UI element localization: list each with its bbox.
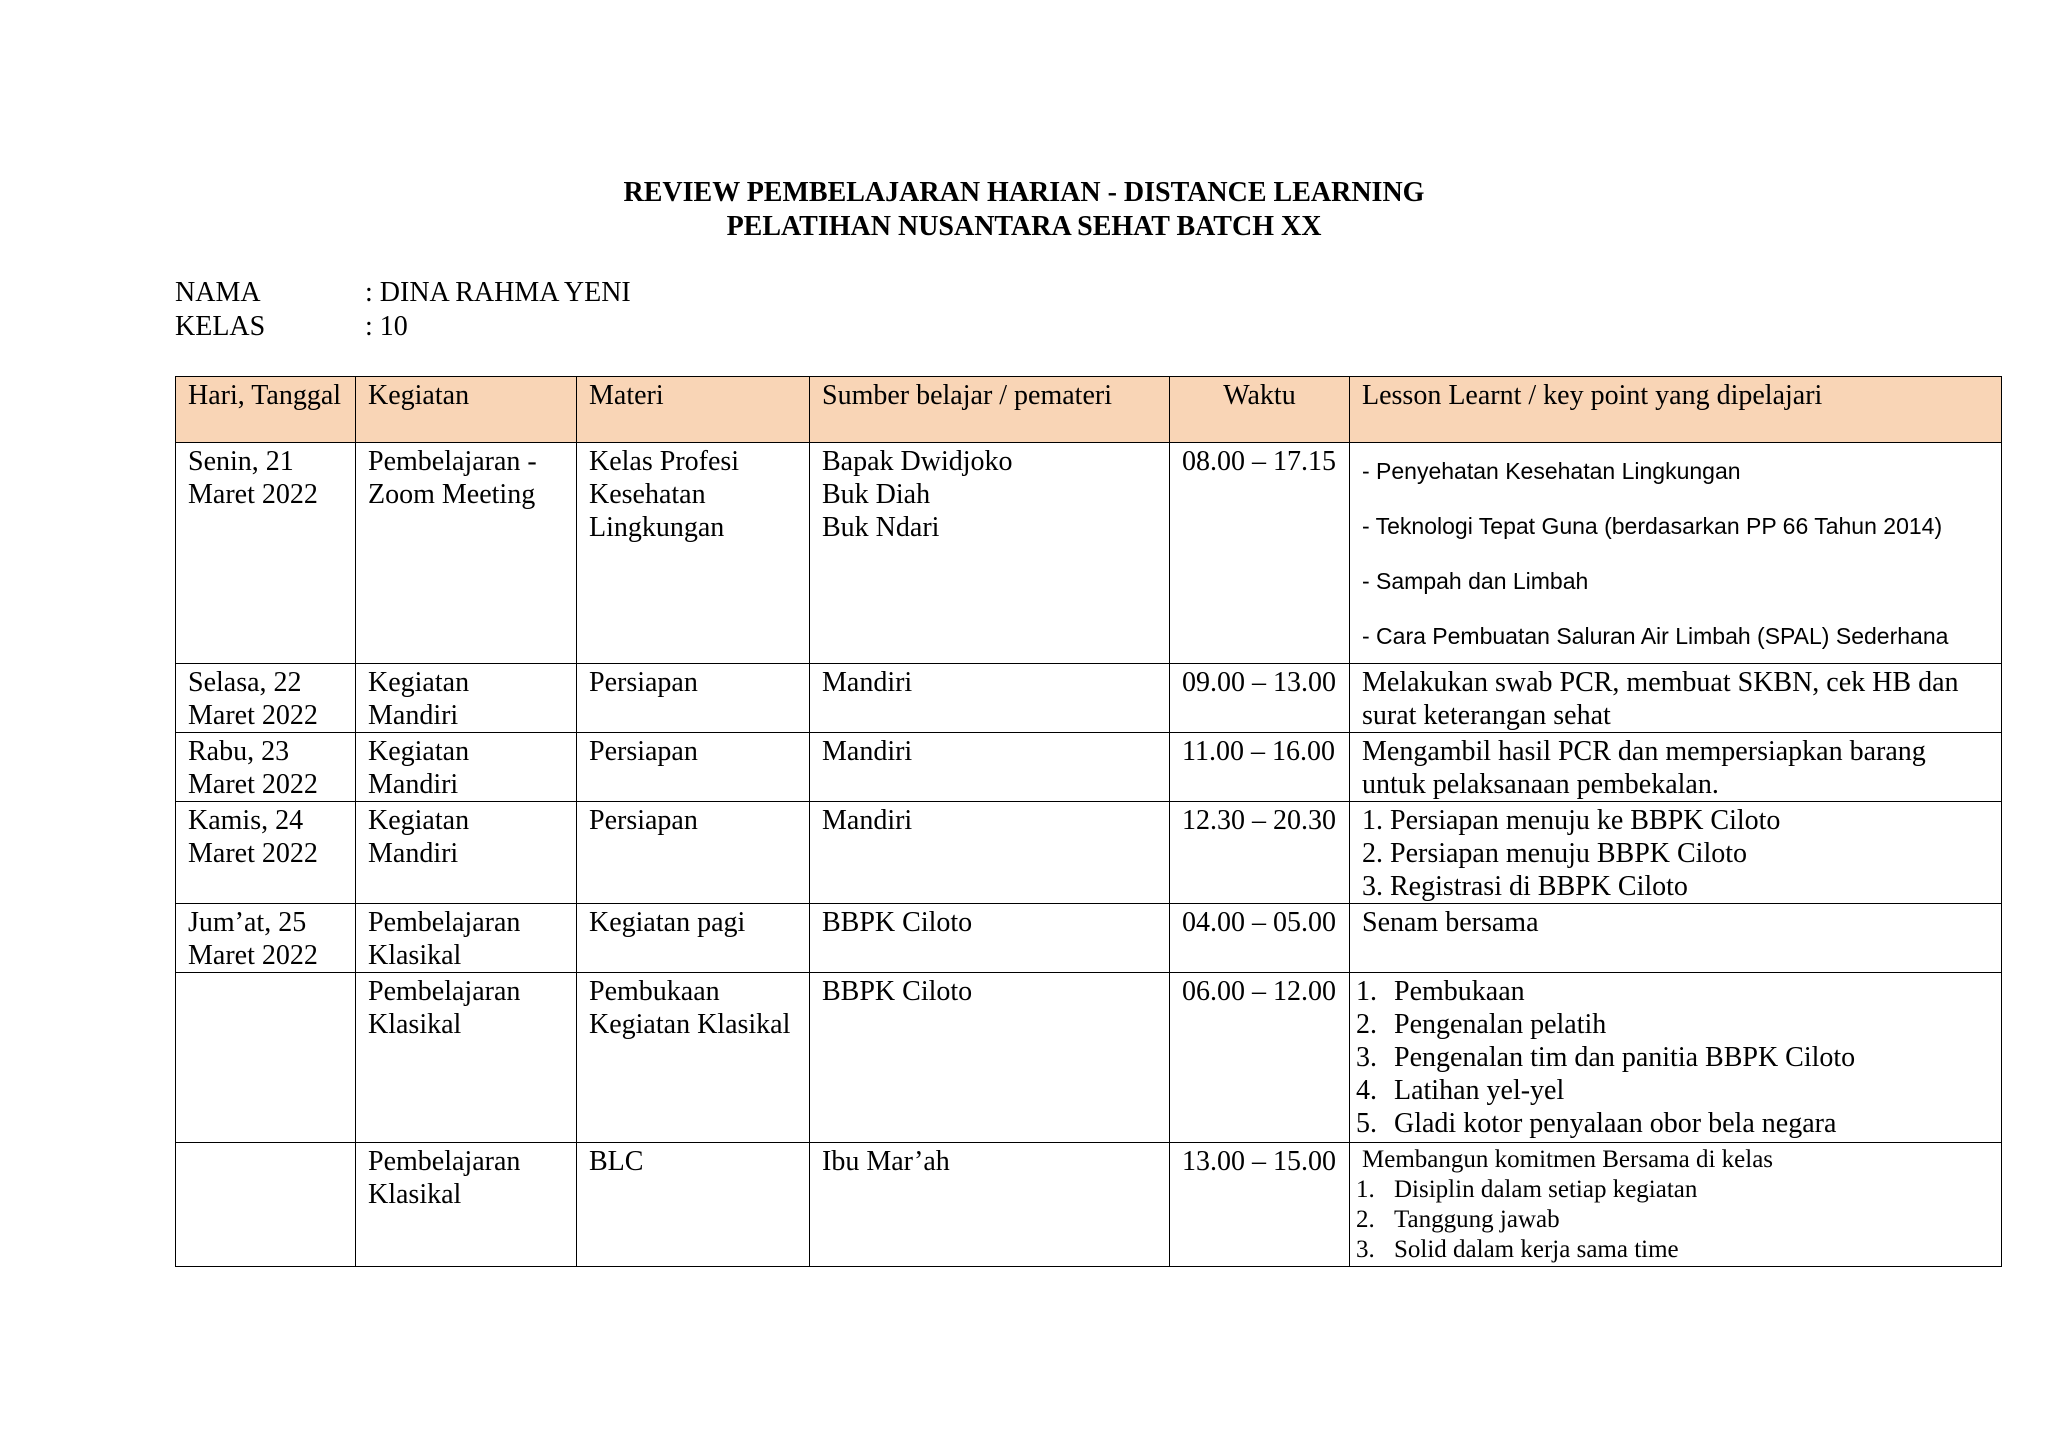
cell-sumber: Mandiri (810, 664, 1170, 733)
cell-lesson: Melakukan swab PCR, membuat SKBN, cek HB dan surat keterangan sehat (1350, 664, 2002, 733)
cell-kegiatan: Kegiatan Mandiri (356, 733, 577, 802)
cell-hari: Jum’at, 25 Maret 2022 (176, 904, 356, 973)
cell-hari (176, 973, 356, 1143)
lesson-point: - Cara Pembuatan Saluran Air Limbah (SPAL) Sederhana (1362, 623, 1949, 649)
header-hari: Hari, Tanggal (176, 377, 356, 443)
cell-materi: Persiapan (577, 802, 810, 904)
cell-sumber: BBPK Ciloto (810, 904, 1170, 973)
nama-value: : DINA RAHMA YENI (365, 277, 631, 308)
list-item (1356, 975, 1989, 1008)
cell-sumber (810, 443, 1170, 664)
cell-sumber: BBPK Ciloto (810, 973, 1170, 1143)
cell-kegiatan: Pembelajaran - Zoom Meeting (356, 443, 577, 664)
table-row (176, 1143, 2002, 1267)
nama-line (175, 276, 631, 310)
list-text: Solid dalam kerja sama time (1394, 1236, 1679, 1263)
cell-materi: Pembukaan Kegiatan Klasikal (577, 973, 810, 1143)
cell-lesson: Mengambil hasil PCR dan mempersiapkan barang untuk pelaksanaan pembekalan. (1350, 733, 2002, 802)
sumber-line: Bapak Dwidjoko (822, 446, 1013, 477)
document-title-line2: PELATIHAN NUSANTARA SEHAT BATCH XX (726, 211, 1322, 242)
list-text: Disiplin dalam setiap kegiatan (1394, 1176, 1698, 1203)
lesson-intro: Membangun komitmen Bersama di kelas (1362, 1146, 1774, 1173)
cell-sumber: Mandiri (810, 802, 1170, 904)
cell-sumber: Mandiri (810, 733, 1170, 802)
cell-lesson (1350, 973, 2002, 1143)
header-materi: Materi (577, 377, 810, 443)
list-number: 3. (1356, 1236, 1375, 1263)
cell-waktu: 11.00 – 16.00 (1170, 733, 1350, 802)
table-row (176, 664, 2002, 733)
lesson-point: 2. Persiapan menuju BBPK Ciloto (1362, 838, 1747, 869)
cell-hari: Rabu, 23 Maret 2022 (176, 733, 356, 802)
cell-lesson (1350, 802, 2002, 904)
cell-kegiatan: Kegiatan Mandiri (356, 664, 577, 733)
list-item (1356, 1074, 1989, 1107)
cell-lesson (1350, 1143, 2002, 1267)
list-number: 1. (1356, 1176, 1375, 1203)
list-item (1356, 1205, 1989, 1235)
header-lesson: Lesson Learnt / key point yang dipelajari (1350, 377, 2002, 443)
lesson-point: 3. Registrasi di BBPK Ciloto (1362, 871, 1688, 902)
table-row (176, 973, 2002, 1143)
list-text: Pengenalan pelatih (1394, 1009, 1607, 1040)
cell-waktu: 09.00 – 13.00 (1170, 664, 1350, 733)
cell-hari (176, 1143, 356, 1267)
lesson-point: 1. Persiapan menuju ke BBPK Ciloto (1362, 805, 1781, 836)
nama-label: NAMA (175, 277, 261, 308)
cell-sumber: Ibu Mar’ah (810, 1143, 1170, 1267)
header-kegiatan: Kegiatan (356, 377, 577, 443)
list-text: Latihan yel-yel (1394, 1075, 1565, 1106)
lesson-point: - Sampah dan Limbah (1362, 568, 1589, 594)
list-number: 4. (1356, 1075, 1377, 1106)
cell-waktu: 13.00 – 15.00 (1170, 1143, 1350, 1267)
table-row (176, 904, 2002, 973)
cell-waktu: 04.00 – 05.00 (1170, 904, 1350, 973)
list-number: 1. (1356, 976, 1377, 1007)
cell-hari: Kamis, 24 Maret 2022 (176, 802, 356, 904)
cell-lesson: Senam bersama (1350, 904, 2002, 973)
list-item (1356, 1107, 1989, 1140)
list-number: 5. (1356, 1108, 1377, 1139)
list-text: Pengenalan tim dan panitia BBPK Ciloto (1394, 1042, 1856, 1073)
lesson-point: - Penyehatan Kesehatan Lingkungan (1362, 458, 1741, 484)
list-item (1356, 1041, 1989, 1074)
table-row (176, 733, 2002, 802)
table-row (176, 802, 2002, 904)
cell-waktu: 06.00 – 12.00 (1170, 973, 1350, 1143)
cell-kegiatan: Pembelajaran Klasikal (356, 904, 577, 973)
list-item (1356, 1235, 1989, 1265)
cell-waktu: 08.00 – 17.15 (1170, 443, 1350, 664)
cell-hari: Selasa, 22 Maret 2022 (176, 664, 356, 733)
header-waktu: Waktu (1170, 377, 1350, 443)
cell-kegiatan: Pembelajaran Klasikal (356, 1143, 577, 1267)
table-header-row (176, 377, 2002, 443)
kelas-label: KELAS (175, 311, 266, 342)
document-title-line1: REVIEW PEMBELAJARAN HARIAN - DISTANCE LEARNING (623, 177, 1425, 208)
cell-materi: Kelas Profesi Kesehatan Lingkungan (577, 443, 810, 664)
header-sumber: Sumber belajar / pemateri (810, 377, 1170, 443)
cell-materi: Kegiatan pagi (577, 904, 810, 973)
cell-waktu: 12.30 – 20.30 (1170, 802, 1350, 904)
list-text: Tanggung jawab (1394, 1206, 1560, 1233)
cell-kegiatan: Kegiatan Mandiri (356, 802, 577, 904)
kelas-value: : 10 (365, 311, 408, 342)
list-text: Pembukaan (1394, 976, 1525, 1007)
cell-materi: Persiapan (577, 664, 810, 733)
review-table (175, 376, 2002, 1267)
table-row (176, 443, 2002, 664)
list-number: 2. (1356, 1009, 1377, 1040)
cell-kegiatan: Pembelajaran Klasikal (356, 973, 577, 1143)
cell-materi: Persiapan (577, 733, 810, 802)
cell-lesson (1350, 443, 2002, 664)
lesson-point: - Teknologi Tepat Guna (berdasarkan PP 66 Tahun 2014) (1362, 513, 1943, 539)
sumber-line: Buk Diah (822, 479, 931, 510)
list-number: 2. (1356, 1206, 1375, 1233)
cell-materi: BLC (577, 1143, 810, 1267)
sumber-line: Buk Ndari (822, 512, 940, 543)
list-item (1356, 1008, 1989, 1041)
list-text: Gladi kotor penyalaan obor bela negara (1394, 1108, 1837, 1139)
lesson-list (1356, 975, 1989, 1140)
lesson-list (1356, 1175, 1989, 1265)
list-number: 3. (1356, 1042, 1377, 1073)
kelas-line (175, 310, 408, 344)
list-item (1356, 1175, 1989, 1205)
cell-hari: Senin, 21 Maret 2022 (176, 443, 356, 664)
